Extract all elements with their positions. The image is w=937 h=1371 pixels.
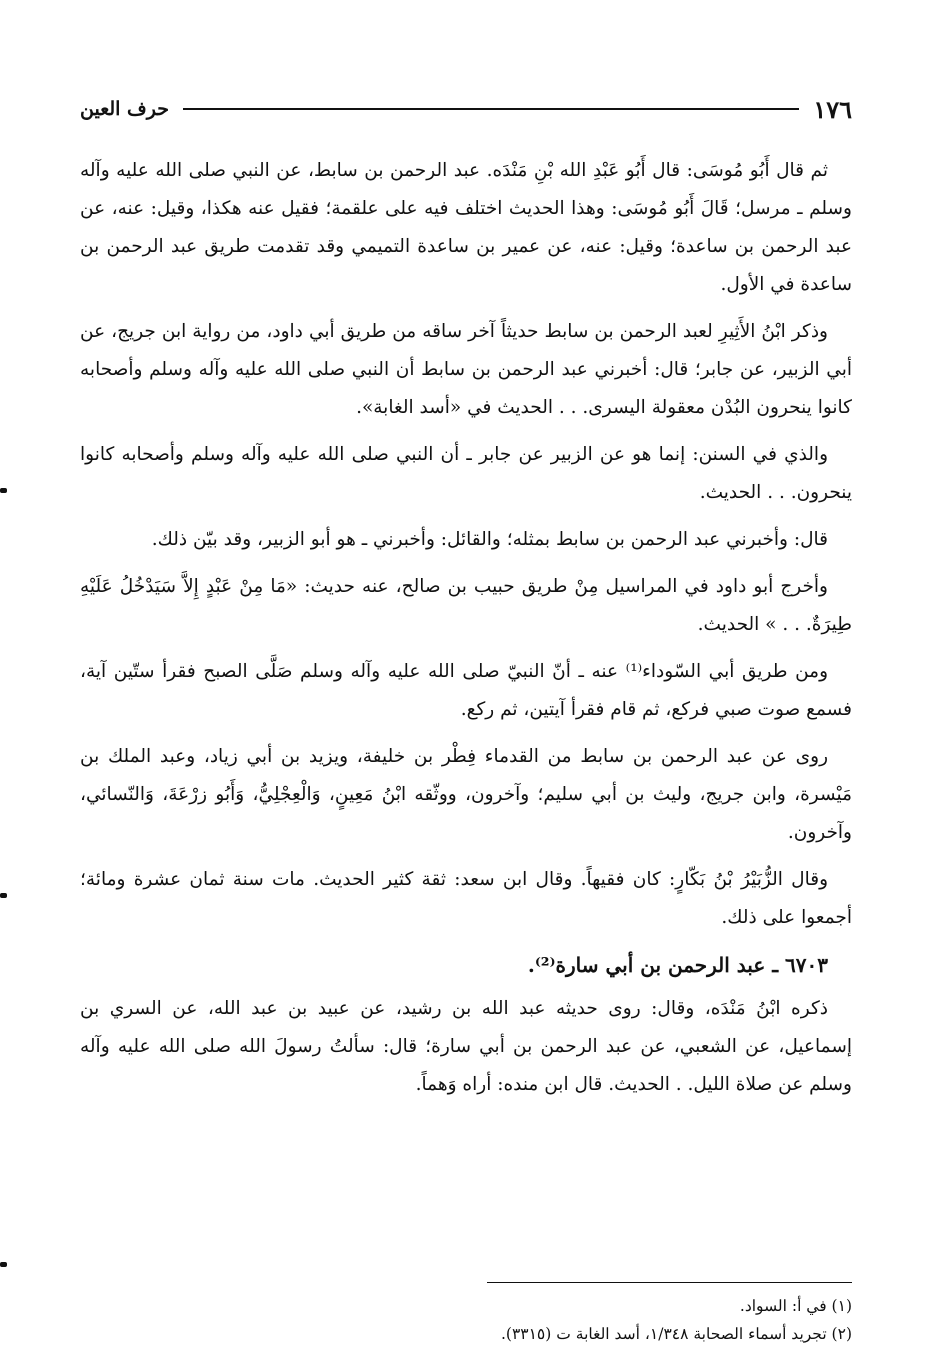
page-number: ١٧٦ <box>813 94 852 124</box>
footnote-rule <box>487 1282 852 1283</box>
page-header <box>80 92 852 126</box>
paragraph: وذكر ابْنُ الأَثِيرِ لعبد الرحمن بن سابط حديثاً آخر ساقه من طريق أبي داود، من رواية ابن جريج، عن أبي الزبير، عن جابر؛ قال: أخبرني عبد الرحمن بن سابط أن النبي صلى الله عليه وآله وسلم وأصحابه كانوا ينحرون البُدْن معقولة اليسرى. . . الحديث في «أسد الغابة». <box>80 321 852 418</box>
footnote: (٢) تجريد أسماء الصحابة ١/٣٤٨، أسد الغابة ت (٣٣١٥). <box>500 1325 852 1343</box>
paragraph: روى عن عبد الرحمن بن سابط من القدماء فِطْر بن خليفة، ويزيد بن أبي زياد، وعبد الملك بن مَيْسرة، وابن جريج، وليث بن أبي سليم؛ وآخرون، ووثّقه ابْنُ مَعِينٍ، وَالْعِجْلِيُّ، وَأَبُو زرْعَةَ، وَالنّسائي، وآخرون. <box>80 746 852 843</box>
footnotes <box>80 1292 852 1348</box>
edge-mark <box>0 893 7 898</box>
body-text <box>80 152 852 1113</box>
paragraph: والذي في السنن: إنما هو عن الزبير عن جابر ـ أن النبي صلى الله عليه وآله وسلم وأصحابه كانوا ينحرون. . . الحديث. <box>80 444 852 503</box>
entry-heading: ٦٧٠٣ ـ عبد الرحمن بن أبي سارة⁽²⁾. <box>527 953 828 977</box>
footnote: (١) في أ: السواد. <box>739 1297 852 1315</box>
paragraph: وقال الزُّبَيْرُ بْنُ بَكّارٍ: كان فقيهاً. وقال ابن سعد: ثقة كثير الحديث. مات سنة ثمان عشرة ومائة؛ أجمعوا على ذلك. <box>80 869 852 928</box>
paragraph: وأخرج أبو داود في المراسيل مِنْ طريق حبيب بن صالح، عنه حديث: «مَا مِنْ عَبْدٍ إِلاَّ سَيَدْخُلُ عَلَيْهِ طِيرَةٌ. . . » الحديث. <box>80 576 852 635</box>
edge-mark <box>0 488 7 493</box>
paragraph: ومن طريق أبي السّوداء⁽¹⁾ عنه ـ أنّ النبيّ صلى الله عليه وآله وسلم صَلَّى الصبح فقرأ ستّين آية، فسمع صوت صبي فركع، ثم قام فقرأ آيتين، ثم ركع. <box>80 661 852 720</box>
header-rule <box>183 108 799 110</box>
paragraph: ذكره ابْنُ مَنْدَه، وقال: روى حديثه عبد الله بن رشيد، عن عبيد بن عبد الله، عن السري بن إسماعيل، عن الشعبي، عن عبد الرحمن بن أبي سارة؛ قال: سألتُ رسولَ الله صلى الله عليه وآله وسلم عن صلاة الليل. . الحديث. قال ابن منده: أراه وَهماً. <box>80 998 852 1095</box>
running-head: حرف العين <box>80 98 169 120</box>
paragraph: ثم قال أَبُو مُوسَى: قال أَبُو عَبْدِ الله بْنِ مَنْدَه. عبد الرحمن بن سابط، عن النبي صلى الله عليه وآله وسلم ـ مرسل؛ قَالَ أَبُو مُوسَى: وهذا الحديث اختلف فيه على علقمة؛ فقيل عنه هكذا، وقيل: عنه، عن عبد الرحمن بن ساعدة؛ وقيل: عنه، عن عمير بن ساعدة التميمي وقد تقدمت طريق عبد الرحمن بن ساعدة في الأول. <box>80 160 852 295</box>
edge-mark <box>0 1262 7 1267</box>
paragraph: قال: وأخبرني عبد الرحمن بن سابط بمثله؛ والقائل: وأخبرني ـ هو أبو الزبير، وقد بيّن ذلك. <box>151 529 828 550</box>
